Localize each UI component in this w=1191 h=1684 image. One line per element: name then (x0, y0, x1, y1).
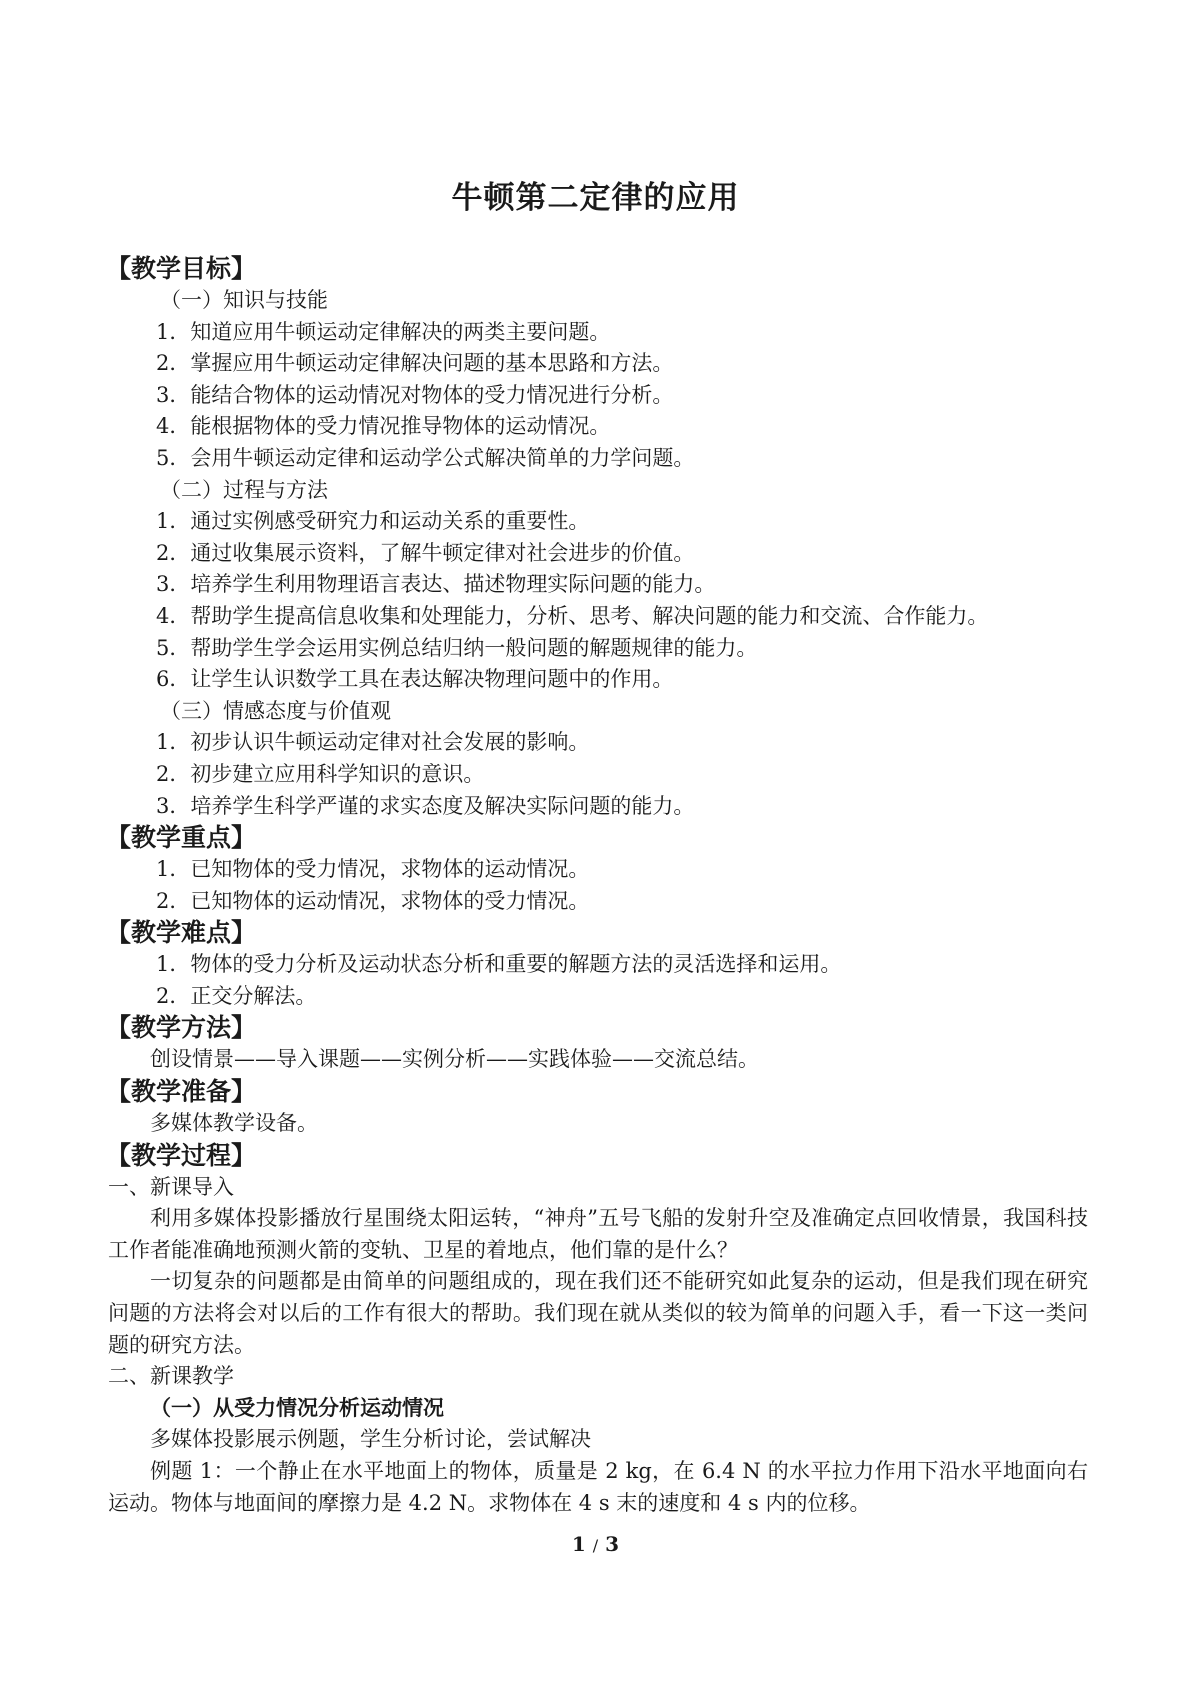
list-item: 5．会用牛顿运动定律和运动学公式解决简单的力学问题。 (156, 445, 695, 470)
heading-difficulties: 【教学难点】 (106, 918, 257, 948)
preparation-text: 多媒体教学设备。 (150, 1111, 318, 1136)
heading-process: 【教学过程】 (106, 1140, 257, 1170)
list-item: 1．通过实例感受研究力和运动关系的重要性。 (156, 509, 590, 534)
process-part-teaching: 二、新课教学 (108, 1364, 234, 1389)
list-item: 2．通过收集展示资料，了解牛顿定律对社会进步的价值。 (156, 540, 695, 565)
list-item: 2．初步建立应用科学知识的意识。 (156, 761, 485, 786)
list-item: 1．物体的受力分析及运动状态分析和重要的解题方法的灵活选择和运用。 (156, 952, 842, 977)
list-item: 3．培养学生科学严谨的求实态度及解决实际问题的能力。 (156, 793, 695, 818)
list-item: 1．知道应用牛顿运动定律解决的两类主要问题。 (156, 319, 611, 344)
list-item: 3．培养学生利用物理语言表达、描述物理实际问题的能力。 (156, 572, 716, 597)
current-page: 1 (571, 1532, 586, 1556)
page-number (0, 1532, 1191, 1556)
heading-objectives: 【教学目标】 (106, 254, 257, 283)
page-separator: / (592, 1536, 599, 1555)
list-item: 1．已知物体的受力情况，求物体的运动情况。 (156, 857, 590, 882)
list-item: 5．帮助学生学会运用实例总结归纳一般问题的解题规律的能力。 (156, 635, 758, 660)
heading-key-points: 【教学重点】 (106, 823, 257, 853)
list-item: 2．掌握应用牛顿运动定律解决问题的基本思路和方法。 (156, 351, 674, 376)
list-item: 4．帮助学生提高信息收集和处理能力，分析、思考、解决问题的能力和交流、合作能力。 (156, 603, 989, 628)
list-item: 2．已知物体的运动情况，求物体的受力情况。 (156, 888, 590, 913)
subheading-knowledge: （一）知识与技能 (160, 288, 328, 312)
methods-text: 创设情景——导入课题——实例分析——实践体验——交流总结。 (150, 1047, 759, 1072)
process-part-intro: 一、新课导入 (108, 1174, 234, 1199)
paragraph: 利用多媒体投影播放行星围绕太阳运转，“神舟”五号飞船的发射升空及准确定点回收情景，我国科技工作者能准确地预测火箭的变轨、卫星的着地点，他们靠的是什么？ (108, 1206, 1088, 1262)
list-item: 1．初步认识牛顿运动定律对社会发展的影响。 (156, 730, 590, 755)
page-title: 牛顿第二定律的应用 (451, 180, 740, 216)
heading-preparation: 【教学准备】 (106, 1077, 257, 1107)
subheading-values: （三）情感态度与价值观 (160, 698, 391, 723)
paragraph: 一切复杂的问题都是由简单的问题组成的，现在我们还不能研究如此复杂的运动，但是我们现在研究问题的方法将会对以后的工作有很大的帮助。我们现在就从类似的较为简单的问题入手，看一下这一类问题的研究方法。 (108, 1269, 1088, 1357)
list-item: 4．能根据物体的受力情况推导物体的运动情况。 (156, 414, 611, 439)
example-problem: 例题 1：一个静止在水平地面上的物体，质量是 2 kg，在 6.4 N 的水平拉力作用下沿水平地面向右运动。物体与地面间的摩擦力是 4.2 N。求物体在 4 s 末的速度和 4 s 内的位移。 (108, 1459, 1088, 1515)
total-pages: 3 (605, 1532, 620, 1556)
list-item: 3．能结合物体的运动情况对物体的受力情况进行分析。 (156, 382, 674, 407)
subheading-force-to-motion: （一）从受力情况分析运动情况 (150, 1395, 444, 1420)
list-item: 6．让学生认识数学工具在表达解决物理问题中的作用。 (156, 667, 674, 692)
subheading-process: （二）过程与方法 (160, 477, 328, 502)
paragraph: 多媒体投影展示例题，学生分析讨论，尝试解决 (150, 1427, 591, 1452)
document-body (108, 253, 1088, 1519)
list-item: 2．正交分解法。 (156, 983, 317, 1008)
heading-methods: 【教学方法】 (106, 1013, 257, 1043)
